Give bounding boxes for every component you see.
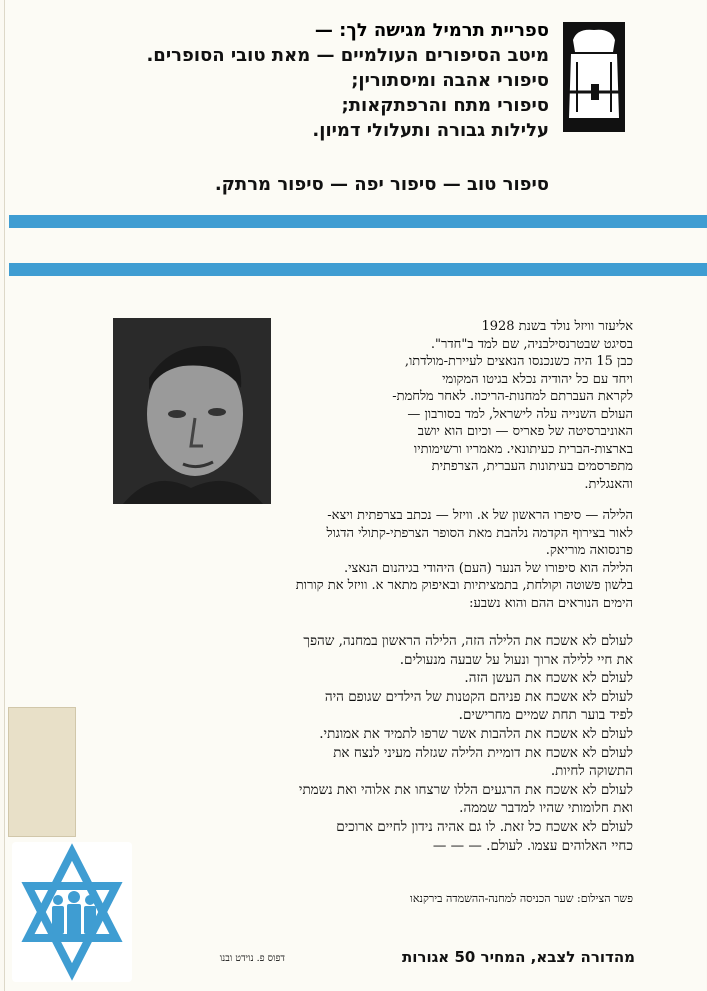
poem-line: לעולם לא אשכח את העשן הזה. <box>464 670 633 687</box>
poem-line: התשוקה לחיות. <box>550 763 633 780</box>
family-star-logo-icon <box>12 842 132 982</box>
bio-line: בסיגט שבטרנסילבניה, שם למד ב"חדר". <box>430 336 633 352</box>
blue-stripe <box>9 215 707 228</box>
bio-line: בארצות-הברית כעיתונאי. מאמריו ורשימותיו <box>413 441 633 457</box>
caption-credit: בירקנאו <box>410 892 443 905</box>
back-cover <box>4 0 706 991</box>
series-tagline: סיפור טוב — סיפור יפה — סיפור מרתק. <box>214 174 549 195</box>
series-header <box>57 18 549 195</box>
bio-line: כבן 15 היה כשנכנסו הנאצים לעיירת-מולדתו, <box>404 354 633 369</box>
description-line: לאור בצירוף הקדמה נלהבת מאת הסופר הצרפתי-קתולי הדגול <box>326 525 633 541</box>
poem-line: כחיי האלוהים עצמו. לעולם. — — — <box>432 837 633 854</box>
bio-line: העולם השנייה עלה לישראל, למד בסורבון — <box>407 406 633 422</box>
author-photo <box>113 318 271 504</box>
bio-line: אליעזר וויזל נולד בשנת 1928 <box>481 319 633 334</box>
poem-line: לעולם לא אשכח את הלהבות אשר שרפו לתמיד את אמונתי. <box>319 725 633 742</box>
author-bio <box>277 318 633 493</box>
poem-line: את חיי ללילה ארוך ונעול על שבעה מנעולים. <box>399 651 633 668</box>
library-sticker <box>8 707 76 837</box>
header-line: ספריית תרמיל מגישה לך: — <box>314 20 549 41</box>
printer-credit: דפוס פ. נוידט ובנו <box>219 953 285 964</box>
poem-line: לעולם לא אשכח את דומיית הלילה שגזלה מעיני לנצח את <box>333 744 633 761</box>
description-line: פרנסואה מוריאק. <box>545 543 633 558</box>
never-shall-i-forget-passage <box>91 632 633 855</box>
poem-line: לפיד בוער תחת שמיים מחרישים. <box>458 707 633 724</box>
backpack-logo-icon <box>563 22 625 132</box>
header-line: עלילות גבורה ותעלולי דמיון. <box>312 120 549 141</box>
bio-line: לקראת העברתם למחנות-הריכוז. לאחר מלחמת- <box>392 389 633 404</box>
photo-caption <box>205 892 633 905</box>
poem-line: לעולם לא אשכח את הרגעים הללו שרצחו את אלוהי ואת נשמתי <box>298 781 633 798</box>
description-line: בלשון פשוטה וקולחת, בתמציתיות ובאיפוק מתאר א. וויזל את קורות <box>295 578 633 593</box>
poem-line: לעולם לא אשכח את פניהם הקטנות של הילדים שגופם היה <box>324 688 633 705</box>
description-line: הלילה הוא סיפורו של הנער (העם) היהודי בגיהנום הנאצי. <box>344 560 633 576</box>
bio-line: והאנגלית. <box>584 476 633 492</box>
description-line: הלילה — סיפרו הראשון של א. וויזל — נכתב בצרפתית ויצא- <box>327 508 633 523</box>
header-line: סיפורי אהבה ומיסתורין; <box>351 70 549 91</box>
poem-line: לעולם לא אשכח את הלילה הזה, הלילה הראשון במחנה, שהפך <box>303 633 633 649</box>
bio-line: ויחד עם כל יהודיה נכלא בגיטו המקומי <box>442 371 633 387</box>
book-description <box>91 507 633 612</box>
poem-line: לעולם לא אשכח כל זאת. לו גם אהיה נידון לחיים ארוכים <box>336 818 633 835</box>
header-line: מיטב הסיפורים העולמיים — מאת טובי הסופרים. <box>146 45 549 66</box>
caption-text: שער הכניסה למחנה-ההשמדה <box>445 892 574 905</box>
poem-line: ואת חלומותי שהיו למדבר שממה. <box>459 800 633 817</box>
header-line: סיפורי מתח והרפתקאות; <box>341 95 549 116</box>
caption-label: פשר הצילום: <box>577 892 633 905</box>
blue-stripe <box>9 263 707 276</box>
bio-line: מתפרסמים בעיתונות העברית, הצרפתית <box>431 459 633 474</box>
description-line: הימים הנוראים ההם והוא נשבע: <box>469 595 633 611</box>
bio-line: האוניברסיטה של פאריס — וכיום הוא יושב <box>417 424 633 439</box>
edition-price: מהדורה לצבא, המחיר 50 אגורות <box>402 948 635 966</box>
